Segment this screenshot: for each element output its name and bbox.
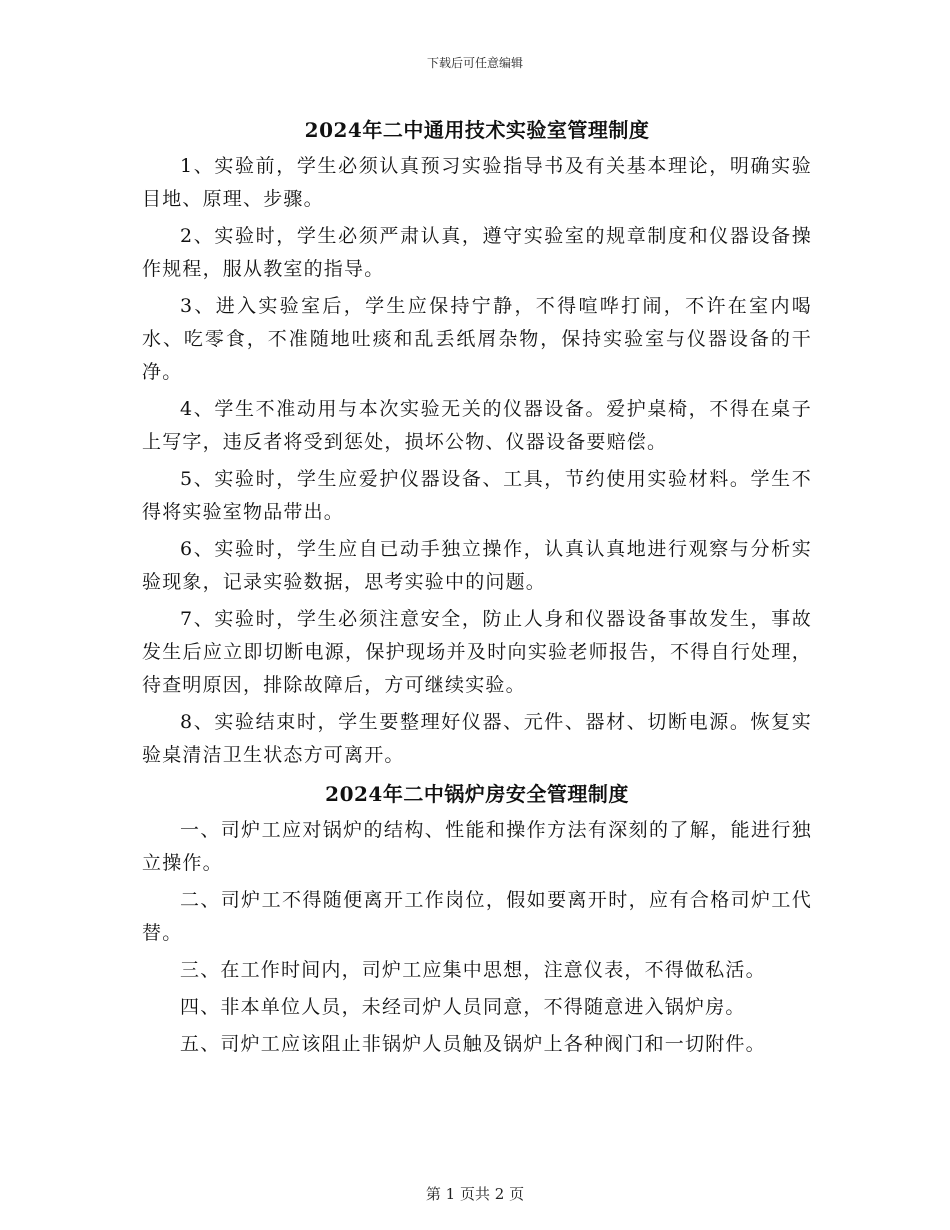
lab-rule-1: 1、实验前，学生必须认真预习实验指导书及有关基本理论，明确实验目地、原理、步骤。 [142,155,812,210]
page-number-footer: 第 1 页共 2 页 [425,1185,525,1203]
boiler-rule-1: 一、司炉工应对锅炉的结构、性能和操作方法有深刻的了解，能进行独立操作。 [142,819,812,874]
lab-rule-7: 7、实验时，学生必须注意安全，防止人身和仪器设备事故发生，事故发生后应立即切断电源，保护现场并及时向实验老师报告，不得自行处理，待查明原因，排除故障后，方可继续实验。 [142,608,812,696]
lab-rule-8: 8、实验结束时，学生要整理好仪器、元件、器材、切断电源。恢复实验桌清洁卫生状态方可离开。 [142,711,812,766]
boiler-rule-3: 三、在工作时间内，司炉工应集中思想，注意仪表，不得做私活。 [180,959,766,981]
lab-rule-6: 6、实验时，学生应自已动手独立操作，认真认真地进行观察与分析实验现象，记录实验数据，思考实验中的问题。 [142,538,812,593]
boiler-rule-4: 四、非本单位人员，未经司炉人员同意，不得随意进入锅炉房。 [180,996,746,1018]
lab-rule-4: 4、学生不准动用与本次实验无关的仪器设备。爱护桌椅，不得在桌子上写字，违反者将受到惩处，损坏公物、仪器设备要赔偿。 [142,398,812,453]
lab-rule-2: 2、实验时，学生必须严肃认真，遵守实验室的规章制度和仪器设备操作规程，服从教室的指导。 [142,225,812,280]
page-header-note: 下载后可任意编辑 [426,56,523,70]
lab-rule-5: 5、实验时，学生应爱护仪器设备、工具，节约使用实验材料。学生不得将实验室物品带出。 [142,468,812,523]
boiler-rule-5: 五、司炉工应该阻止非锅炉人员触及锅炉上各种阀门和一切附件。 [180,1033,766,1055]
boiler-rule-2: 二、司炉工不得随便离开工作岗位，假如要离开时，应有合格司炉工代替。 [142,889,812,944]
lab-rule-3: 3、进入实验室后，学生应保持宁静，不得喧哗打闹，不许在室内喝水、吃零食，不准随地吐痰和乱丢纸屑杂物，保持实验室与仪器设备的干净。 [142,295,812,383]
section-title-boiler: 2024年二中锅炉房安全管理制度 [325,782,629,806]
section-title-lab: 2024年二中通用技术实验室管理制度 [304,118,650,142]
document-body [142,112,812,1065]
